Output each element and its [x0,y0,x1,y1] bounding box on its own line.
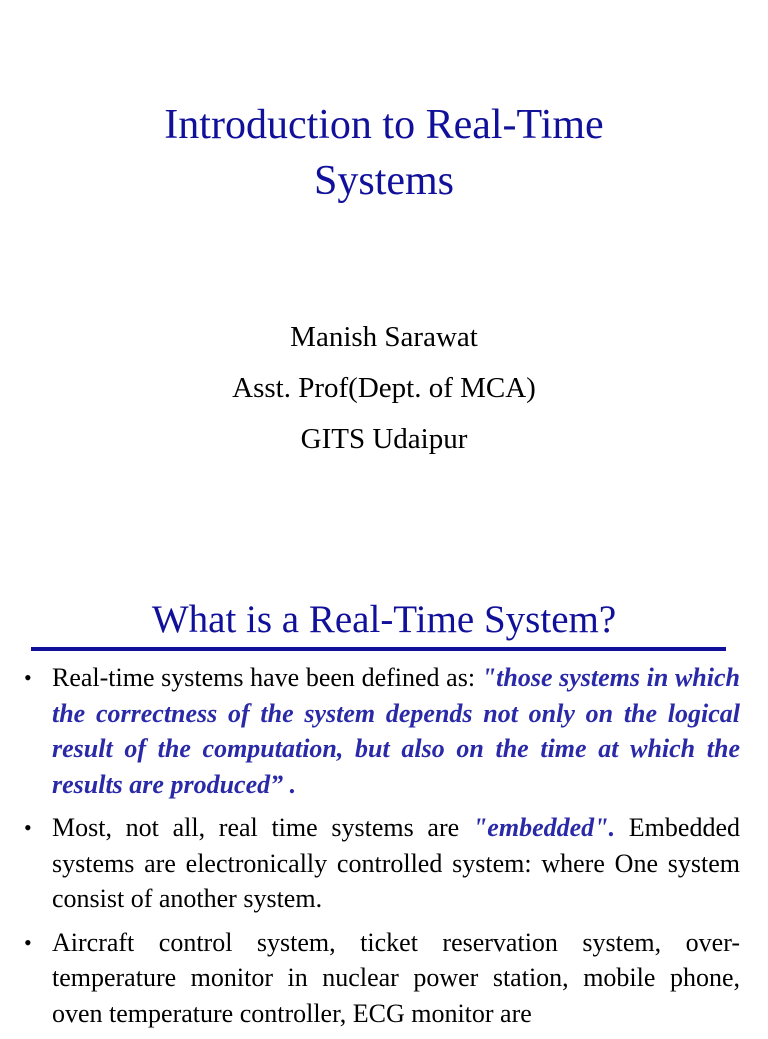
author-name: Manish Sarawat [290,321,478,353]
title-underline [31,647,726,651]
bullet-item-examples [0,925,768,1032]
bullet-text: Aircraft control system, ticket reservation system, over-temperature monitor in nuclear power station, mobile phone, oven temperature controller, ECG monitor are [52,927,740,1028]
presentation-title [0,97,768,209]
author-institution: GITS Udaipur [300,423,468,455]
author-position: Asst. Prof(Dept. of MCA) [232,372,536,404]
bullet-item-definition [0,660,768,802]
embedded-term: "embedded". [472,813,616,842]
bullet-text: Real-time systems have been defined as: [52,663,482,692]
bullet-item-embedded [0,810,768,917]
bullet-text: Most, not all, real time systems are [52,813,473,842]
bullet-icon: • [24,665,32,690]
author-block [0,312,768,465]
bullet-text-rest: Embedded systems are electronically controlled system: where One system consist of another system. [52,813,740,913]
bullet-icon: • [24,929,32,955]
title-line-1: Introduction to Real-Time [164,102,604,148]
bullet-list [0,660,768,1039]
bullet-icon: • [24,815,32,840]
definition-quote: "those systems in which the correctness of the system depends not only on the logical result of the computation, but also on the time at which the results are produced” . [52,663,740,799]
definition-slide [0,560,768,1028]
title-line-2: Systems [313,158,455,204]
slide-title: What is a Real-Time System? [151,598,617,641]
